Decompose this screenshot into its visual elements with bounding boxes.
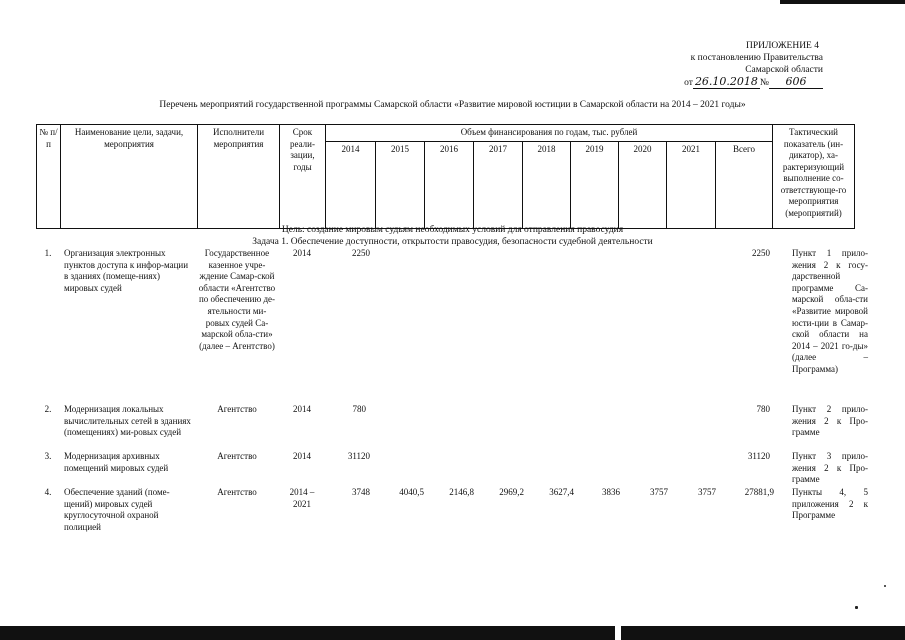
header-year: 2020 xyxy=(619,141,667,228)
goal-line: Цель: создание мировым судьям необходимых условий для отправления правосудия xyxy=(281,225,624,235)
row-4-2016: 2146,8 xyxy=(449,487,474,497)
appendix-title: ПРИЛОЖЕНИЕ 4 xyxy=(745,41,819,51)
row-3-name: Модернизация архивных помещений мировых судей xyxy=(64,451,169,473)
row-2-name: Модернизация локальных вычислительных сетей в зданиях (помещениях) ми-ровых судей xyxy=(64,404,191,438)
row-3-executor: Агентство xyxy=(217,451,257,461)
row-4-2018: 3627,4 xyxy=(549,487,574,497)
handwritten-number: 606 xyxy=(769,76,823,89)
appendix-block xyxy=(684,40,823,89)
row-4-name: Обеспечение зданий (поме-щений) мировых судей круглосуточной охраной полицией xyxy=(64,487,170,532)
row-2-indicator: Пункт 2 прило-жения 2 к Про-грамме xyxy=(792,404,868,438)
appendix-line-resolution: к постановлению Правительства xyxy=(690,53,823,63)
header-year: 2015 xyxy=(376,141,425,228)
row-3-indicator: Пункт 3 прило-жения 2 к Про-грамме xyxy=(792,451,868,485)
row-4-total: 27881,9 xyxy=(744,487,774,497)
header-executors: Исполнители мероприятия xyxy=(198,125,280,229)
scan-edge-top xyxy=(780,0,905,4)
scan-speck xyxy=(884,585,886,587)
header-indicator: Тактический показатель (ин-дикатор), ха-рактеризующий выполнение со-ответствующе-го мероприятия (мероприятий) xyxy=(773,125,855,229)
row-3-total: 31120 xyxy=(747,451,770,461)
header-total: Всего xyxy=(716,141,773,228)
row-3-term: 2014 xyxy=(293,451,311,461)
row-4-indicator: Пункты 4, 5 приложения 2 к Программе xyxy=(792,487,868,521)
appendix-date-line xyxy=(684,76,823,89)
handwritten-date: 26.10.2018 xyxy=(694,75,758,88)
document-title: Перечень мероприятий государственной программы Самарской области «Развитие мировой юстиции в Самарской области на 2014 – 2021 годы» xyxy=(159,100,746,110)
header-year: 2014 xyxy=(326,141,376,228)
header-year: 2019 xyxy=(571,141,619,228)
row-1-total: 2250 xyxy=(752,248,770,258)
from-label: от xyxy=(684,78,693,88)
row-4-2021: 3757 xyxy=(698,487,716,497)
row-3-num: 3. xyxy=(44,451,52,461)
header-year: 2016 xyxy=(425,141,474,228)
row-4-num: 4. xyxy=(44,487,52,497)
header-year: 2021 xyxy=(667,141,716,228)
row-1-num: 1. xyxy=(44,248,52,258)
header-year: 2018 xyxy=(523,141,571,228)
row-1-indicator: Пункт 1 прило-жения 2 к госу-дарственной программе Са-марской обла-сти «Развитие мировой юсти-ции в Самар-ской области на 2014 – 2021 го-ды» (далее – Программа) xyxy=(792,248,868,374)
row-4-2014: 3748 xyxy=(352,487,370,497)
row-4-2017: 2969,2 xyxy=(499,487,524,497)
appendix-line-region: Самарской области xyxy=(745,65,823,75)
scan-edge-bottom xyxy=(0,626,905,640)
row-4-2019: 3836 xyxy=(602,487,620,497)
row-4-2015: 4040,5 xyxy=(399,487,424,497)
header-year: 2017 xyxy=(474,141,523,228)
scan-edge-gap xyxy=(615,626,621,640)
header-funding: Объем финансирования по годам, тыс. рублей xyxy=(326,125,773,142)
scan-speck xyxy=(855,606,858,609)
row-2-executor: Агентство xyxy=(217,404,257,414)
header-num: № п/п xyxy=(37,125,61,229)
row-2-term: 2014 xyxy=(293,404,311,414)
header-name: Наименование цели, задачи, мероприятия xyxy=(61,125,198,229)
header-term: Срок реали-зации, годы xyxy=(280,125,326,229)
row-1-name: Организация электронных пунктов доступа к инфор-мации в зданиях (помеще-ниях) мировых судей xyxy=(64,248,189,293)
row-2-total: 780 xyxy=(756,404,770,414)
row-4-executor: Агентство xyxy=(217,487,257,497)
row-4-2020: 3757 xyxy=(650,487,668,497)
row-4-term: 2014 – 2021 xyxy=(289,487,315,509)
row-1-executor: Государственное казенное учре-ждение Самар-ской области «Агентство по обеспечению де-ятельности ми-ровых судей Са-марской обла-сти» (далее – Агентство) xyxy=(198,248,276,351)
measures-table-header xyxy=(36,124,855,229)
row-1-2014: 2250 xyxy=(352,248,370,258)
row-3-2014: 31120 xyxy=(347,451,370,461)
number-label: № xyxy=(759,78,769,88)
row-2-num: 2. xyxy=(44,404,52,414)
task-line: Задача 1. Обеспечение доступности, открытости правосудия, безопасности судебной деятельности xyxy=(252,237,653,247)
row-1-term: 2014 xyxy=(293,248,311,258)
row-2-2014: 780 xyxy=(352,404,366,414)
